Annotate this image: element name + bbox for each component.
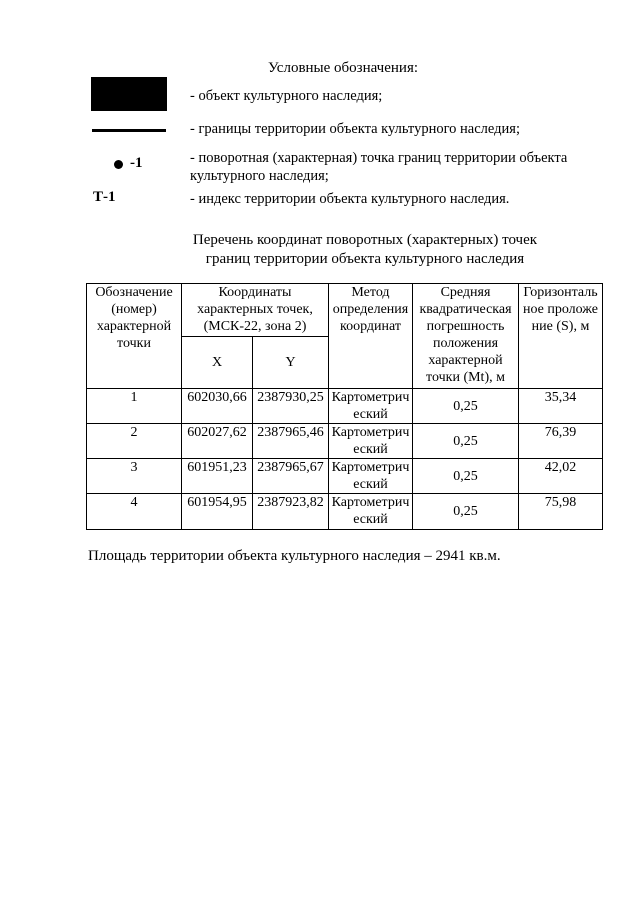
cell-x: 601954,95 [182,494,253,530]
table-row [87,494,603,530]
cell-y: 2387930,25 [253,389,329,424]
coordinates-table [86,283,603,530]
table-title-line-1: Перечень координат поворотных (характерных) точек [192,232,538,248]
header-coordinates: Координаты характерных точек, (МСК-22, зона 2) [182,284,329,337]
header-method: Метод определения координат [329,284,413,389]
cell-method: Картометрический [329,459,413,494]
cell-error: 0,25 [413,389,519,424]
cell-y: 2387965,67 [253,459,329,494]
cell-method: Картометрический [329,424,413,459]
cell-s: 76,39 [519,424,603,459]
boundary-line-symbol [92,129,166,132]
cell-s: 75,98 [519,494,603,530]
legend-title: Условные обозначения: [267,60,419,76]
table-row [87,389,603,424]
header-horizontal: Горизонтальное проложение (S), м [519,284,603,389]
cell-error: 0,25 [413,494,519,530]
heritage-object-symbol [91,77,167,111]
cell-point: 2 [87,424,182,459]
cell-x: 602027,62 [182,424,253,459]
cell-error: 0,25 [413,424,519,459]
table-header-row [87,284,603,337]
legend-item-boundary: - границы территории объекта культурного наследия; [190,121,520,137]
cell-s: 35,34 [519,389,603,424]
cell-point: 3 [87,459,182,494]
cell-s: 42,02 [519,459,603,494]
cell-x: 602030,66 [182,389,253,424]
cell-method: Картометрический [329,389,413,424]
legend-item-heritage-object: - объект культурного наследия; [190,88,383,104]
turning-point-dot-icon [114,160,123,169]
header-error: Средняя квадратическая погрешность положения характерной точки (Mt), м [413,284,519,389]
cell-y: 2387923,82 [253,494,329,530]
header-x: X [182,337,253,389]
table-title-line-2: границ территории объекта культурного наследия [205,251,525,267]
table-row [87,459,603,494]
territory-index-symbol: Т-1 [93,189,116,205]
header-y: Y [253,337,329,389]
cell-point: 1 [87,389,182,424]
cell-point: 4 [87,494,182,530]
header-point: Обозначение (номер) характерной точки [87,284,182,389]
cell-error: 0,25 [413,459,519,494]
cell-x: 601951,23 [182,459,253,494]
legend-item-index: - индекс территории объекта культурного наследия. [190,191,510,207]
table-title [0,231,640,269]
turning-point-symbol-label: -1 [130,155,143,171]
cell-method: Картометрический [329,494,413,530]
table-row [87,424,603,459]
legend-item-turning-point: - поворотная (характерная) точка границ территории объекта культурного наследия; [190,150,568,184]
area-statement: Площадь территории объекта культурного наследия – 2941 кв.м. [88,548,501,564]
cell-y: 2387965,46 [253,424,329,459]
